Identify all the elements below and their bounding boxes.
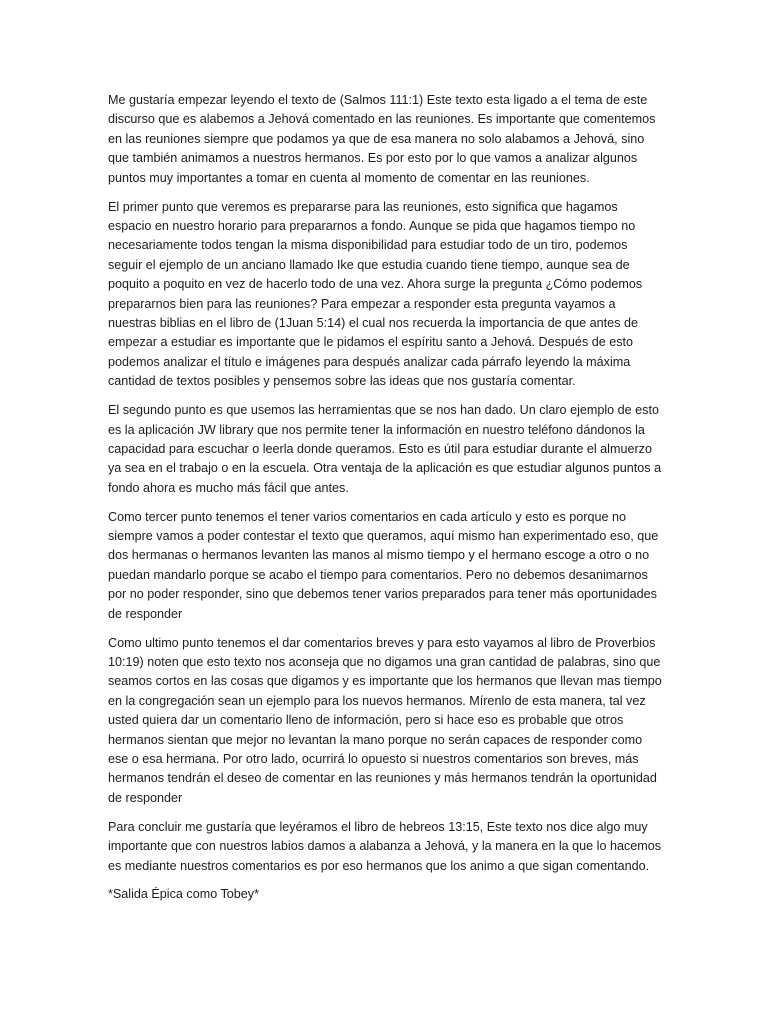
paragraph-conclusion: Para concluir me gustaría que leyéramos el libro de hebreos 13:15, Este texto nos dice algo muy importante que con nuestros labios damos a alabanza a Jehová, y la manera en la que lo hacemos es mediante nuestros comentarios es por eso hermanos que los animo a que sigan comentando. — [108, 819, 662, 873]
paragraph-third-point: Como tercer punto tenemos el tener varios comentarios en cada artículo y esto es porque no siempre vamos a poder contestar el texto que queramos, aquí mismo han experimentado eso, que dos hermanas o hermanos levanten las manos al mismo tiempo y el hermano escoge a otro o no puedan mandarlo porque se acabo el tiempo para comentarios. Pero no debemos desanimarnos por no poder responder, sino que debemos tener varios preparados para tener más oportunidades de responder — [108, 509, 659, 621]
closing-line: *Salida Épica como Tobey* — [108, 887, 259, 902]
paragraph-introduction: Me gustaría empezar leyendo el texto de (Salmos 111:1) Este texto esta ligado a el tema de este discurso que es alabemos a Jehová comentado en las reuniones. Es importante que comentemos en las reuniones siempre que podamos ya que de esa manera no solo alabamos a Jehová, sino que también animamos a nuestros hermanos. Es por esto por lo que vamos a analizar algunos puntos muy importantes a tomar en cuenta al momento de comentar en las reuniones. — [108, 93, 656, 185]
paragraph-first-point: El primer punto que veremos es prepararse para las reuniones, esto significa que hagamos espacio en nuestro horario para prepararnos a fondo. Aunque se pida que hagamos tiempo no necesariamente todos tengan la misma disponibilidad para estudiar todo de un tiro, podemos seguir el ejemplo de un anciano llamado Ike que estudia cuando tiene tiempo, aunque sea de poquito a poquito en vez de hacerlo todo de una vez. Ahora surge la pregunta ¿Cómo podemos prepararnos bien para las reuniones? Para empezar a responder esta pregunta vayamos a nuestras biblias en el libro de (1Juan 5:14) el cual nos recuerda la importancia de que antes de empezar a estudiar es importante que le pidamos el espíritu santo a Jehová. Después de esto podemos analizar el título e imágenes para después analizar cada párrafo leyendo la máxima cantidad de textos posibles y pensemos sobre las ideas que nos gustaría comentar. — [108, 199, 643, 389]
paragraph-second-point: El segundo punto es que usemos las herramientas que se nos han dado. Un claro ejemplo de esto es la aplicación JW library que nos permite tener la información en nuestro teléfono dándonos la capacidad para escuchar o leerla donde queramos. Esto es útil para estudiar durante el almuerzo ya sea en el trabajo o en la escuela. Otra ventaja de la aplicación es que estudiar algunos puntos a fondo ahora es mucho más fácil que antes. — [108, 403, 662, 495]
paragraph-last-point: Como ultimo punto tenemos el dar comentarios breves y para esto vayamos al libro de Proverbios 10:19) noten que esto texto nos aconseja que no digamos una gran cantidad de palabras, sino que seamos cortos en las cosas que digamos y es importante que los hermanos que llevan mas tiempo en la congregación sean un ejemplo para los nuevos hermanos. Mírenlo de esta manera, tal vez usted quiera dar un comentario lleno de información, pero si hace eso es probable que otros hermanos sientan que mejor no levantan la mano porque no serán capaces de responder como ese o esa hermana. Por otro lado, ocurrirá lo opuesto si nuestros comentarios son breves, más hermanos tendrán el deseo de comentar en las reuniones y más hermanos tendrán la oportunidad de responder — [108, 635, 662, 805]
document-page — [108, 91, 662, 905]
